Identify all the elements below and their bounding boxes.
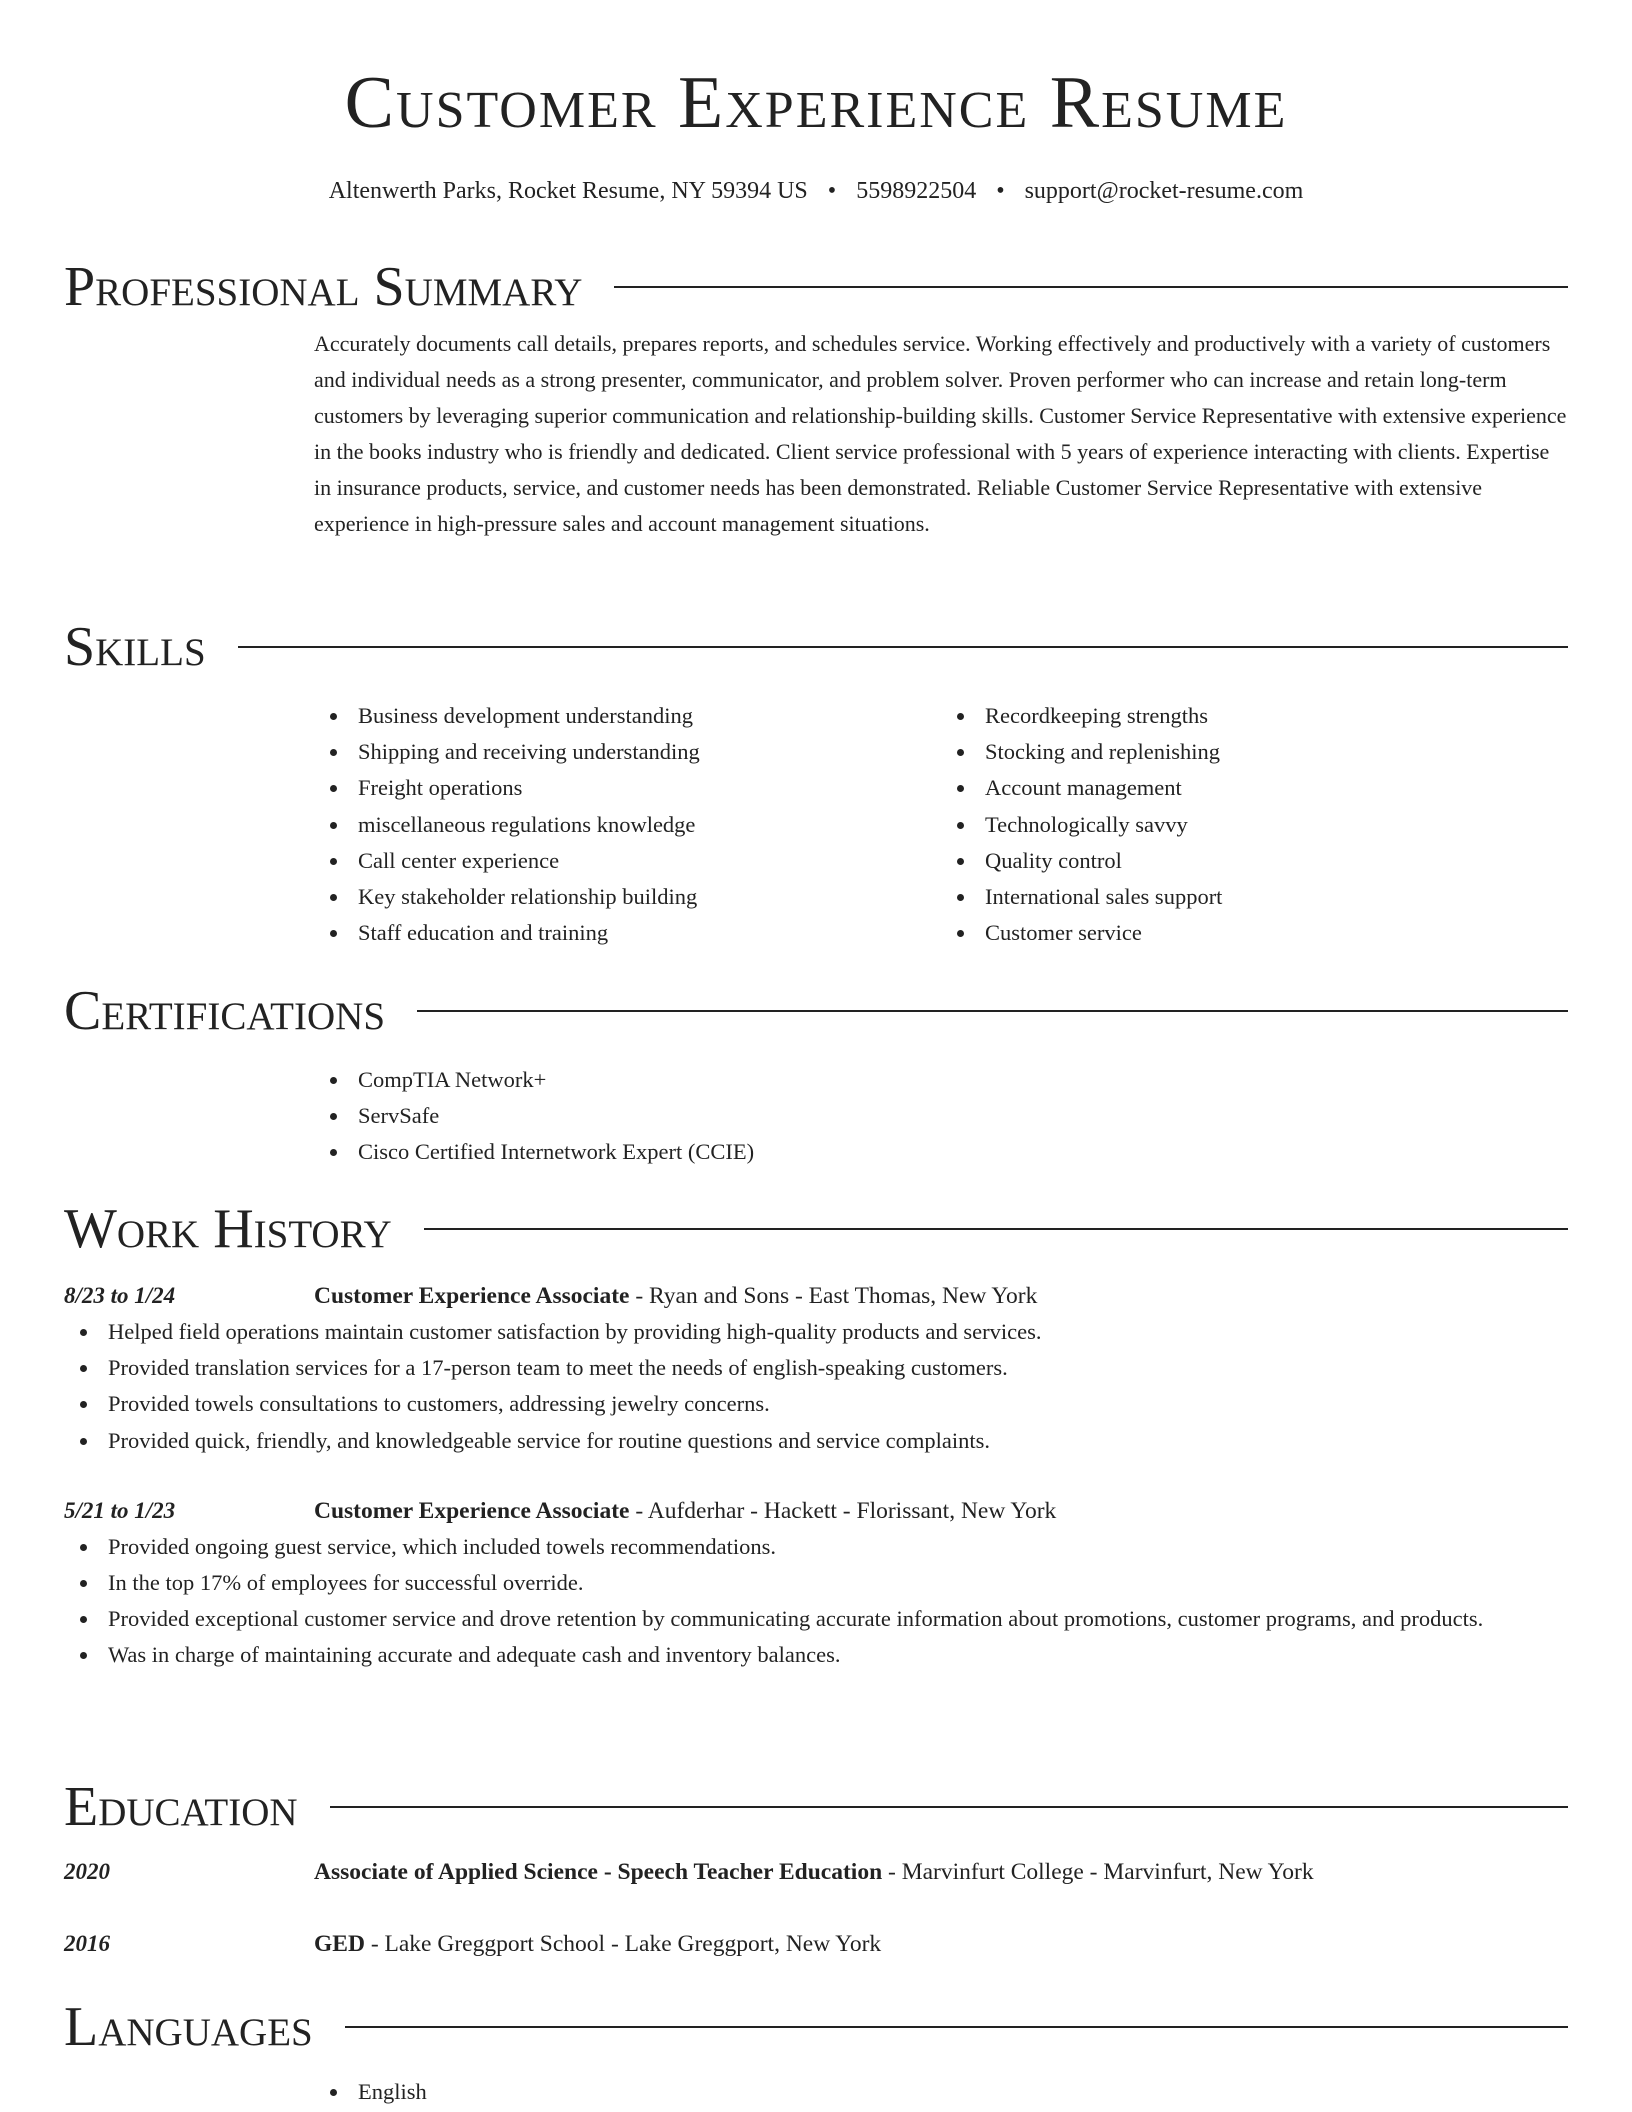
education-degree: Associate of Applied Science - Speech Teacher Education [314, 1859, 883, 1885]
certification-item: Cisco Certified Internetwork Expert (CCIE) [358, 1134, 1568, 1170]
certifications-heading: Certifications [64, 980, 386, 1042]
languages-heading-row [64, 1994, 1568, 2060]
job-bullet: Helped field operations maintain customer satisfaction by providing high-quality products and services. [108, 1314, 1568, 1350]
education-degree: GED [314, 1931, 365, 1957]
job-info [314, 1493, 1568, 1529]
skill-item: Business development understanding [358, 698, 941, 734]
job-bullets [64, 1314, 1568, 1459]
languages-heading: Languages [64, 1996, 313, 2058]
skill-item: Call center experience [358, 843, 941, 879]
contact-separator: • [996, 178, 1005, 204]
skill-item: Staff education and training [358, 915, 941, 951]
section-divider [417, 1010, 1568, 1012]
education-year: 2020 [64, 1859, 110, 1884]
resume-title: Customer Experience Resume [344, 62, 1288, 144]
skill-item: Customer service [985, 915, 1568, 951]
section-divider [238, 646, 1568, 648]
skills-list-right [941, 698, 1568, 951]
certifications-section [64, 978, 1568, 1171]
education-entry [64, 1854, 1568, 1890]
skill-item: International sales support [985, 879, 1568, 915]
job-info [314, 1278, 1568, 1314]
work-history-section [64, 1196, 1568, 1674]
job-title: Customer Experience Associate [314, 1497, 630, 1524]
job-bullets [64, 1529, 1568, 1674]
education-info [314, 1926, 1568, 1962]
section-divider [424, 1228, 1568, 1230]
languages-section [64, 1994, 1568, 2110]
skill-item: Account management [985, 770, 1568, 806]
skills-heading: Skills [64, 616, 206, 678]
summary-heading: Professional Summary [64, 256, 583, 318]
job-bullet: Provided ongoing guest service, which included towels recommendations. [108, 1529, 1568, 1565]
job-title: Customer Experience Associate [314, 1283, 630, 1309]
work-heading-row [64, 1196, 1568, 1262]
section-divider [614, 286, 1568, 288]
skill-item: Freight operations [358, 770, 941, 806]
skill-item: Stocking and replenishing [985, 734, 1568, 770]
job-dates: 8/23 to 1/24 [64, 1283, 176, 1308]
job-bullet: Provided quick, friendly, and knowledgeable service for routine questions and service complaints. [108, 1423, 1568, 1459]
education-entry [64, 1926, 1568, 1962]
contact-line [64, 174, 1568, 208]
contact-email: support@rocket-resume.com [1024, 178, 1304, 204]
skill-item: Key stakeholder relationship building [358, 879, 941, 915]
skills-heading-row [64, 614, 1568, 680]
job-details: - Aufderhar - Hackett - Florissant, New York [629, 1497, 1057, 1524]
job-bullet: Provided exceptional customer service and drove retention by communicating accurate information about promotions, customer programs, and products. [108, 1601, 1568, 1637]
job-dates: 5/21 to 1/23 [64, 1497, 176, 1523]
education-section [64, 1774, 1568, 1962]
education-info [314, 1854, 1568, 1890]
section-divider [345, 2026, 1568, 2028]
job-entry [64, 1493, 1568, 1529]
job-details: - Ryan and Sons - East Thomas, New York [629, 1283, 1038, 1309]
education-details: - Lake Greggport School - Lake Greggport, New York [364, 1931, 882, 1957]
work-heading: Work History [64, 1198, 392, 1260]
contact-address: Altenwerth Parks, Rocket Resume, NY 59394 US [328, 178, 808, 204]
contact-separator: • [827, 178, 837, 204]
contact-phone: 5598922504 [856, 178, 977, 204]
job-bullet: Was in charge of maintaining accurate and adequate cash and inventory balances. [108, 1637, 1568, 1673]
certifications-heading-row [64, 978, 1568, 1044]
skills-section [64, 614, 1568, 951]
job-bullet: In the top 17% of employees for successful override. [108, 1565, 1568, 1601]
section-divider [330, 1806, 1568, 1808]
summary-text: Accurately documents call details, prepares reports, and schedules service. Working effectively and productively with a variety of customers and individual needs as a strong presenter, communicator, and problem solver. Proven performer who can increase and retain long-term customers by leveraging superior communication and relationship-building skills. Customer Service Representative with extensive experience in the books industry who is friendly and dedicated. Client service professional with 5 years of experience interacting with clients. Expertise in insurance products, service, and customer needs has been demonstrated. Reliable Customer Service Representative with extensive experience in high-pressure sales and account management situations. [314, 331, 1567, 536]
education-details: - Marvinfurt College - Marvinfurt, New York [882, 1859, 1314, 1885]
skill-item: Quality control [985, 843, 1568, 879]
language-item: English [358, 2074, 1568, 2110]
education-year: 2016 [64, 1931, 110, 1956]
skills-list-left [314, 698, 941, 951]
skill-item: Recordkeeping strengths [985, 698, 1568, 734]
summary-heading-row [64, 254, 1568, 320]
job-bullet: Provided towels consultations to customers, addressing jewelry concerns. [108, 1386, 1568, 1422]
certification-item: ServSafe [358, 1098, 1568, 1134]
education-heading: Education [64, 1776, 298, 1838]
skill-item: Technologically savvy [985, 807, 1568, 843]
certifications-list [314, 1062, 1568, 1171]
job-entry [64, 1278, 1568, 1314]
languages-list [314, 2074, 1568, 2110]
education-heading-row [64, 1774, 1568, 1840]
certification-item: CompTIA Network+ [358, 1062, 1568, 1098]
skill-item: miscellaneous regulations knowledge [358, 807, 941, 843]
job-bullet: Provided translation services for a 17-person team to meet the needs of english-speaking customers. [108, 1350, 1568, 1386]
skills-columns [314, 698, 1568, 951]
skill-item: Shipping and receiving understanding [358, 734, 941, 770]
summary-section [64, 254, 1568, 542]
